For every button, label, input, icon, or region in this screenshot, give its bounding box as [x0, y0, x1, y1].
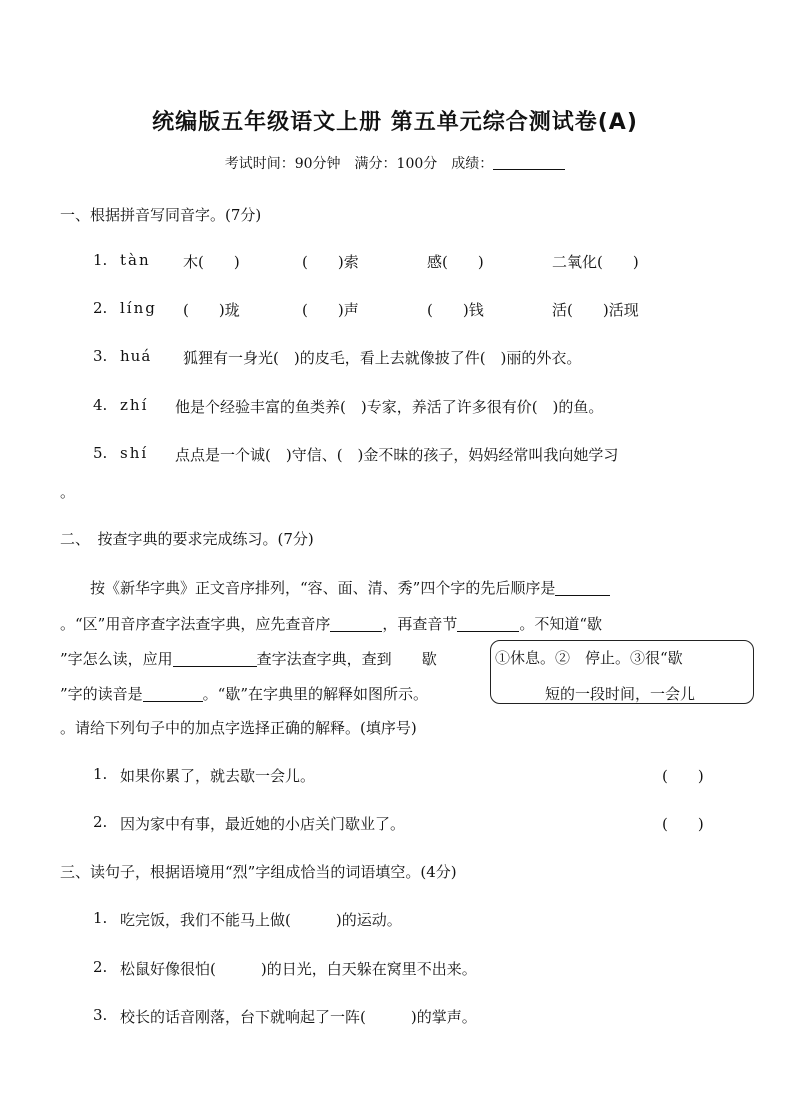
answer-bracket[interactable]: ( ) — [662, 767, 704, 785]
item-number: 2. — [93, 813, 108, 831]
score-blank[interactable] — [493, 155, 565, 170]
sec1-item-4 — [93, 396, 107, 414]
question-text: 如果你累了，就去歇一会儿。 — [120, 767, 316, 785]
answer-blank[interactable] — [555, 580, 610, 596]
paragraph-text: 。“区”用音序查字法查字典，应先查音序 — [60, 615, 331, 633]
sec3-item-1 — [93, 909, 107, 927]
sec2-line-5: 。请给下列句子中的加点字选择正确的解释。(填序号) — [60, 719, 417, 737]
paragraph-text: 按《新华字典》正文音序排列，“容、面、清、秀”四个字的先后顺序是 — [90, 579, 556, 597]
sec1-item-1 — [93, 251, 107, 269]
pinyin: líng — [120, 299, 157, 317]
paragraph-text: 查字法查字典，查到 — [256, 650, 392, 668]
item-number: 1. — [93, 765, 108, 783]
sec2-line-2 — [60, 613, 602, 634]
answer-blank[interactable] — [143, 686, 203, 702]
answer-bracket[interactable]: ( ) — [662, 815, 704, 833]
answer-blank[interactable] — [457, 616, 519, 632]
pinyin: tàn — [120, 251, 151, 269]
sec2-line-1 — [90, 577, 610, 598]
item-number: 4. — [93, 396, 108, 414]
exam-meta-text: 考试时间：90分钟 满分：100分 成绩： — [224, 156, 494, 172]
pinyin: huá — [120, 347, 152, 365]
trailing-punctuation: 。 — [60, 483, 76, 501]
answer-blank[interactable] — [330, 616, 382, 632]
blank-word[interactable]: 二氧化( ) — [552, 253, 639, 271]
blank-word[interactable]: ( )钱 — [427, 301, 484, 319]
sec2-line-4 — [60, 683, 428, 704]
section-1-heading: 一、根据拼音写同音字。(7分) — [60, 206, 262, 224]
item-number: 2. — [93, 958, 108, 976]
question-text: 因为家中有事，最近她的小店关门歇业了。 — [120, 815, 406, 833]
sec1-item-3 — [93, 347, 107, 365]
item-number: 3. — [93, 347, 108, 365]
item-sentence: 松鼠好像很怕( )的日光，白天躲在窝里不出来。 — [120, 960, 477, 978]
sec3-item-2 — [93, 958, 107, 976]
blank-word[interactable]: ( )珑 — [183, 301, 240, 319]
blank-word[interactable]: 感( ) — [427, 253, 484, 271]
sec2-question-1 — [93, 765, 107, 783]
definition-line-2: 短的一段时间，一会儿 — [545, 685, 696, 703]
blank-word[interactable]: ( )声 — [302, 301, 359, 319]
item-number: 2. — [93, 299, 108, 317]
exam-meta — [0, 153, 790, 173]
sec1-item-2 — [93, 299, 107, 317]
sec2-line-3 — [60, 648, 437, 669]
definition-line-1: ①休息。② 停止。③很“歇 — [495, 649, 683, 667]
sec1-item-5 — [93, 444, 107, 462]
item-sentence: 他是个经验丰富的鱼类养( )专家，养活了许多很有价( )的鱼。 — [175, 398, 604, 416]
blank-word[interactable]: ( )索 — [302, 253, 359, 271]
section-2-heading: 二、 按查字典的要求完成练习。(7分) — [60, 530, 314, 548]
paragraph-text: ，再查音节 — [382, 615, 458, 633]
item-sentence: 点点是一个诚( )守信、( )金不昧的孩子，妈妈经常叫我向她学习 — [175, 446, 619, 464]
paragraph-text: 。“歇”在字典里的解释如图所示。 — [202, 685, 429, 703]
pinyin: zhí — [120, 396, 149, 414]
sec2-question-2 — [93, 813, 107, 831]
paragraph-text: 歇 — [421, 650, 437, 668]
section-3-heading: 三、读句子，根据语境用“烈”字组成恰当的词语填空。(4分) — [60, 863, 457, 881]
paragraph-text: ”字的读音是 — [60, 685, 143, 703]
item-sentence: 吃完饭，我们不能马上做( )的运动。 — [120, 911, 402, 929]
item-number: 5. — [93, 444, 108, 462]
blank-word[interactable]: 活( )活现 — [552, 301, 639, 319]
paragraph-text: ”字怎么读，应用 — [60, 650, 173, 668]
paragraph-text: 。不知道“歇 — [519, 615, 603, 633]
sec3-item-3 — [93, 1006, 107, 1024]
answer-blank[interactable] — [173, 651, 257, 667]
item-sentence: 狐狸有一身光( )的皮毛，看上去就像披了件( )丽的外衣。 — [183, 349, 582, 367]
item-number: 1. — [93, 251, 108, 269]
blank-word[interactable]: 木( ) — [183, 253, 240, 271]
item-number: 3. — [93, 1006, 108, 1024]
item-sentence: 校长的话音刚落，台下就响起了一阵( )的掌声。 — [120, 1008, 477, 1026]
pinyin: shí — [120, 444, 149, 462]
item-number: 1. — [93, 909, 108, 927]
page-title: 统编版五年级语文上册 第五单元综合测试卷(A) — [152, 110, 638, 135]
